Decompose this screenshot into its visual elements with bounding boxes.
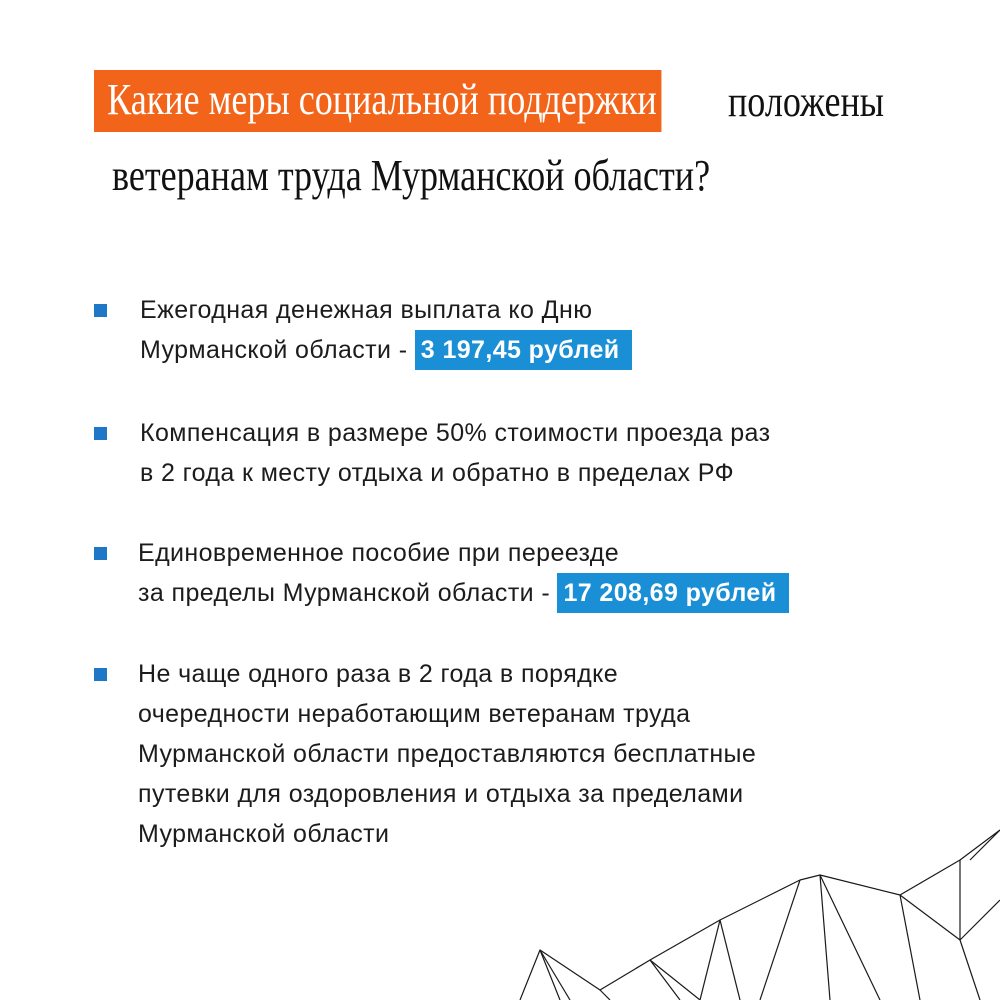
item-4-line-1: Не чаще одного раза в 2 года в порядке	[138, 660, 619, 688]
item-1-line-1: Ежегодная денежная выплата ко Дню	[140, 296, 593, 324]
title-highlight: Какие меры социальной поддержки	[94, 70, 662, 132]
item-3-amount: 17 208,69 рублей	[557, 573, 788, 613]
item-4-line-4: путевки для оздоровления и отдыха за пределами	[138, 780, 744, 808]
item-4-line-2: очередности неработающим ветеранам труда	[138, 700, 691, 728]
item-1-text: Мурманской области -	[140, 336, 415, 364]
title-rest: положены	[728, 77, 885, 126]
title-line-2: ветеранам труда Мурманской области?	[112, 151, 711, 200]
item-4-line-5: Мурманской области	[138, 820, 390, 848]
item-4-line-3: Мурманской области предоставляются бесплатные	[138, 740, 757, 768]
item-3-line-1: Единовременное пособие при переезде	[138, 539, 620, 567]
item-2-line-2: в 2 года к месту отдыха и обратно в пределах РФ	[140, 459, 735, 487]
item-3-text: за пределы Мурманской области -	[138, 579, 558, 607]
item-1-amount: 3 197,45 рублей	[415, 330, 632, 370]
item-2-line-1: Компенсация в размере 50% стоимости проезда раз	[140, 419, 771, 447]
